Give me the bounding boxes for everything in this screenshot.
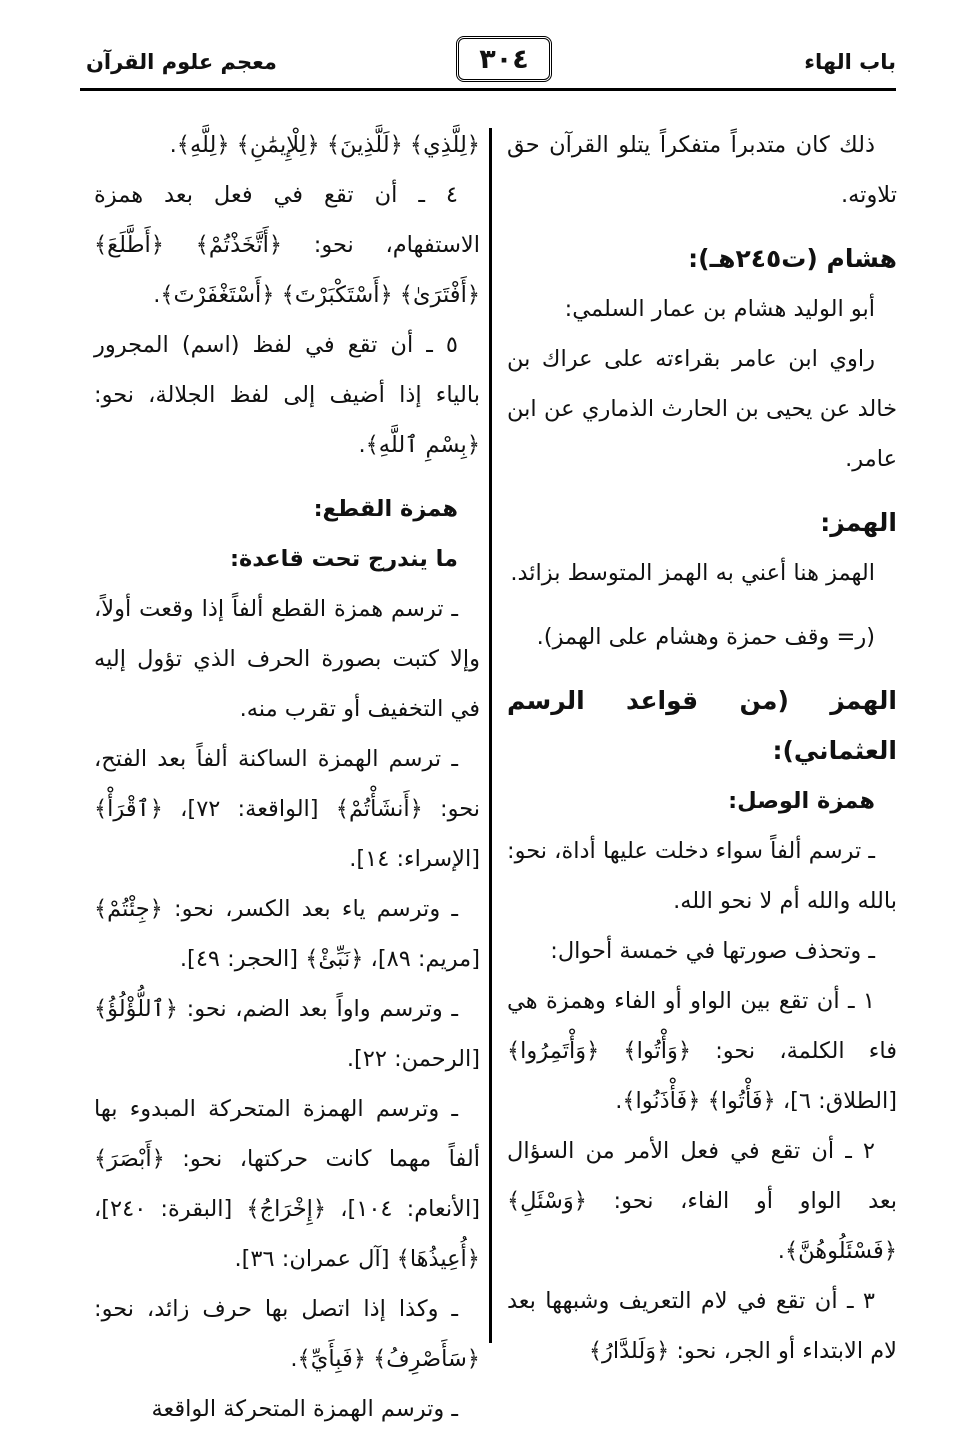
paragraph: ـ ترسم همزة القطع ألفاً إذا وقعت أولاً، وإلا كتبت بصورة الحرف الذي تؤول إليه في التخفيف أو تقرب منه. [94, 596, 480, 722]
left-column [94, 120, 480, 1434]
chapter-title: باب الهاء [804, 50, 896, 74]
entry-heading-hisham: هشام (ت٢٤٥هـ): [688, 244, 897, 273]
paragraph-reference: (ر= وقف حمزة وهشام على الهمز). [536, 624, 875, 650]
book-title: معجم علوم القرآن [86, 50, 277, 74]
paragraph: ﴿لِلَّذِي﴾ ﴿لَلَّذِينَ﴾ ﴿لِلْإِيمَٰنِ﴾ ﴿لِلَّهِ﴾. [169, 132, 480, 158]
subheading-rule: ما يندرج تحت قاعدة: [230, 546, 458, 572]
paragraph: ـ وترسم واواً بعد الضم، نحو: ﴿ٱللُّؤْلُؤُ﴾ [الرحمن: ٢٢]. [94, 996, 480, 1072]
paragraph: ـ وكذا إذا اتصل بها حرف زائد، نحو: ﴿سَأَصْرِفُ﴾ ﴿فَبِأَيِّ﴾. [94, 1296, 480, 1372]
list-item: ٣ ـ أن تقع في لام التعريف وشبهها بعد لام الابتداء أو الجر، نحو: ﴿وَلَلدَّارُ﴾ [507, 1288, 897, 1364]
entry-heading-hamz-rasm: الهمز (من قواعد الرسم العثماني): [507, 686, 897, 765]
paragraph: ذلك كان متدبراً متفكراً يتلو القرآن حق تلاوته. [507, 132, 897, 208]
entry-heading-hamz: الهمز: [820, 508, 897, 537]
list-item: ٤ ـ أن تقع في فعل بعد همزة الاستفهام، نحو: ﴿أَتَّخَذْتُمْ﴾ ﴿أَطَّلَعَ﴾ ﴿أَفْتَرَىٰ﴾ ﴿أَسْتَكْبَرْتَ﴾ ﴿أَسْتَغْفَرْتَ﴾. [94, 182, 480, 308]
list-item: ٥ ـ أن تقع في لفظ (اسم) المجرور بالياء إذا أضيف إلى لفظ الجلالة، نحو: ﴿بِسْمِ ٱللَّهِ﴾. [94, 332, 480, 458]
right-column [507, 120, 897, 1376]
subheading-hamzat-al-qat: همزة القطع: [313, 496, 458, 522]
header-rule [80, 88, 896, 91]
paragraph: راوي ابن عامر بقراءته على عراك بن خالد عن يحيى بن الحارث الذماري عن ابن عامر. [507, 346, 897, 472]
paragraph: ـ ترسم ألفاً سواء دخلت عليها أداة، نحو: بالله والله أم لا نحو الله. [507, 838, 897, 914]
page-header [80, 30, 896, 92]
paragraph: ـ ترسم الهمزة الساكنة ألفاً بعد الفتح، نحو: ﴿أَنشَأْتُمْ﴾ [الواقعة: ٧٢]، ﴿ٱقْرَأْ﴾ [الإسراء: ١٤]. [94, 746, 480, 872]
paragraph: ـ وترسم الهمزة المتحركة الواقعة [151, 1396, 458, 1422]
list-item: ٢ ـ أن تقع في فعل الأمر من السؤال بعد الواو أو الفاء، نحو: ﴿وَسْئَلِ﴾ ﴿فَسْئَلُوهُنَّ﴾. [507, 1138, 897, 1264]
paragraph: الهمز هنا أعني به الهمز المتوسط بزائد. [510, 560, 875, 586]
list-item: ١ ـ أن تقع بين الواو أو الفاء وهمزة هي فاء الكلمة، نحو: ﴿وَأْتُوا﴾ ﴿وَأْتَمِرُوا﴾ [الطلاق: ٦]، ﴿فَأْتُوا﴾ ﴿فَأْذَنُوا﴾. [507, 988, 897, 1114]
subheading-hamzat-al-wasl: همزة الوصل: [728, 788, 875, 814]
paragraph: ـ وترسم الهمزة المتحركة المبدوء بها ألفاً مهما كانت حركتها، نحو: ﴿أَبْصَرَ﴾ [الأنعام: ١٠٤]، ﴿إِخْرَاجُ﴾ [البقرة: ٢٤٠]، ﴿أُعِيذُهَا﴾ [آل عمران: ٣٦]. [94, 1096, 480, 1272]
paragraph: ـ وترسم ياء بعد الكسر، نحو: ﴿جِئْتُمْ﴾ [مريم: ٨٩]، ﴿نَبِّئْ﴾ [الحجر: ٤٩]. [94, 896, 480, 972]
paragraph: أبو الوليد هشام بن عمار السلمي: [564, 296, 875, 322]
paragraph: ـ وتحذف صورتها في خمسة أحوال: [550, 938, 875, 964]
column-divider [489, 128, 492, 1343]
page-number: ٣٠٤ [456, 36, 552, 82]
